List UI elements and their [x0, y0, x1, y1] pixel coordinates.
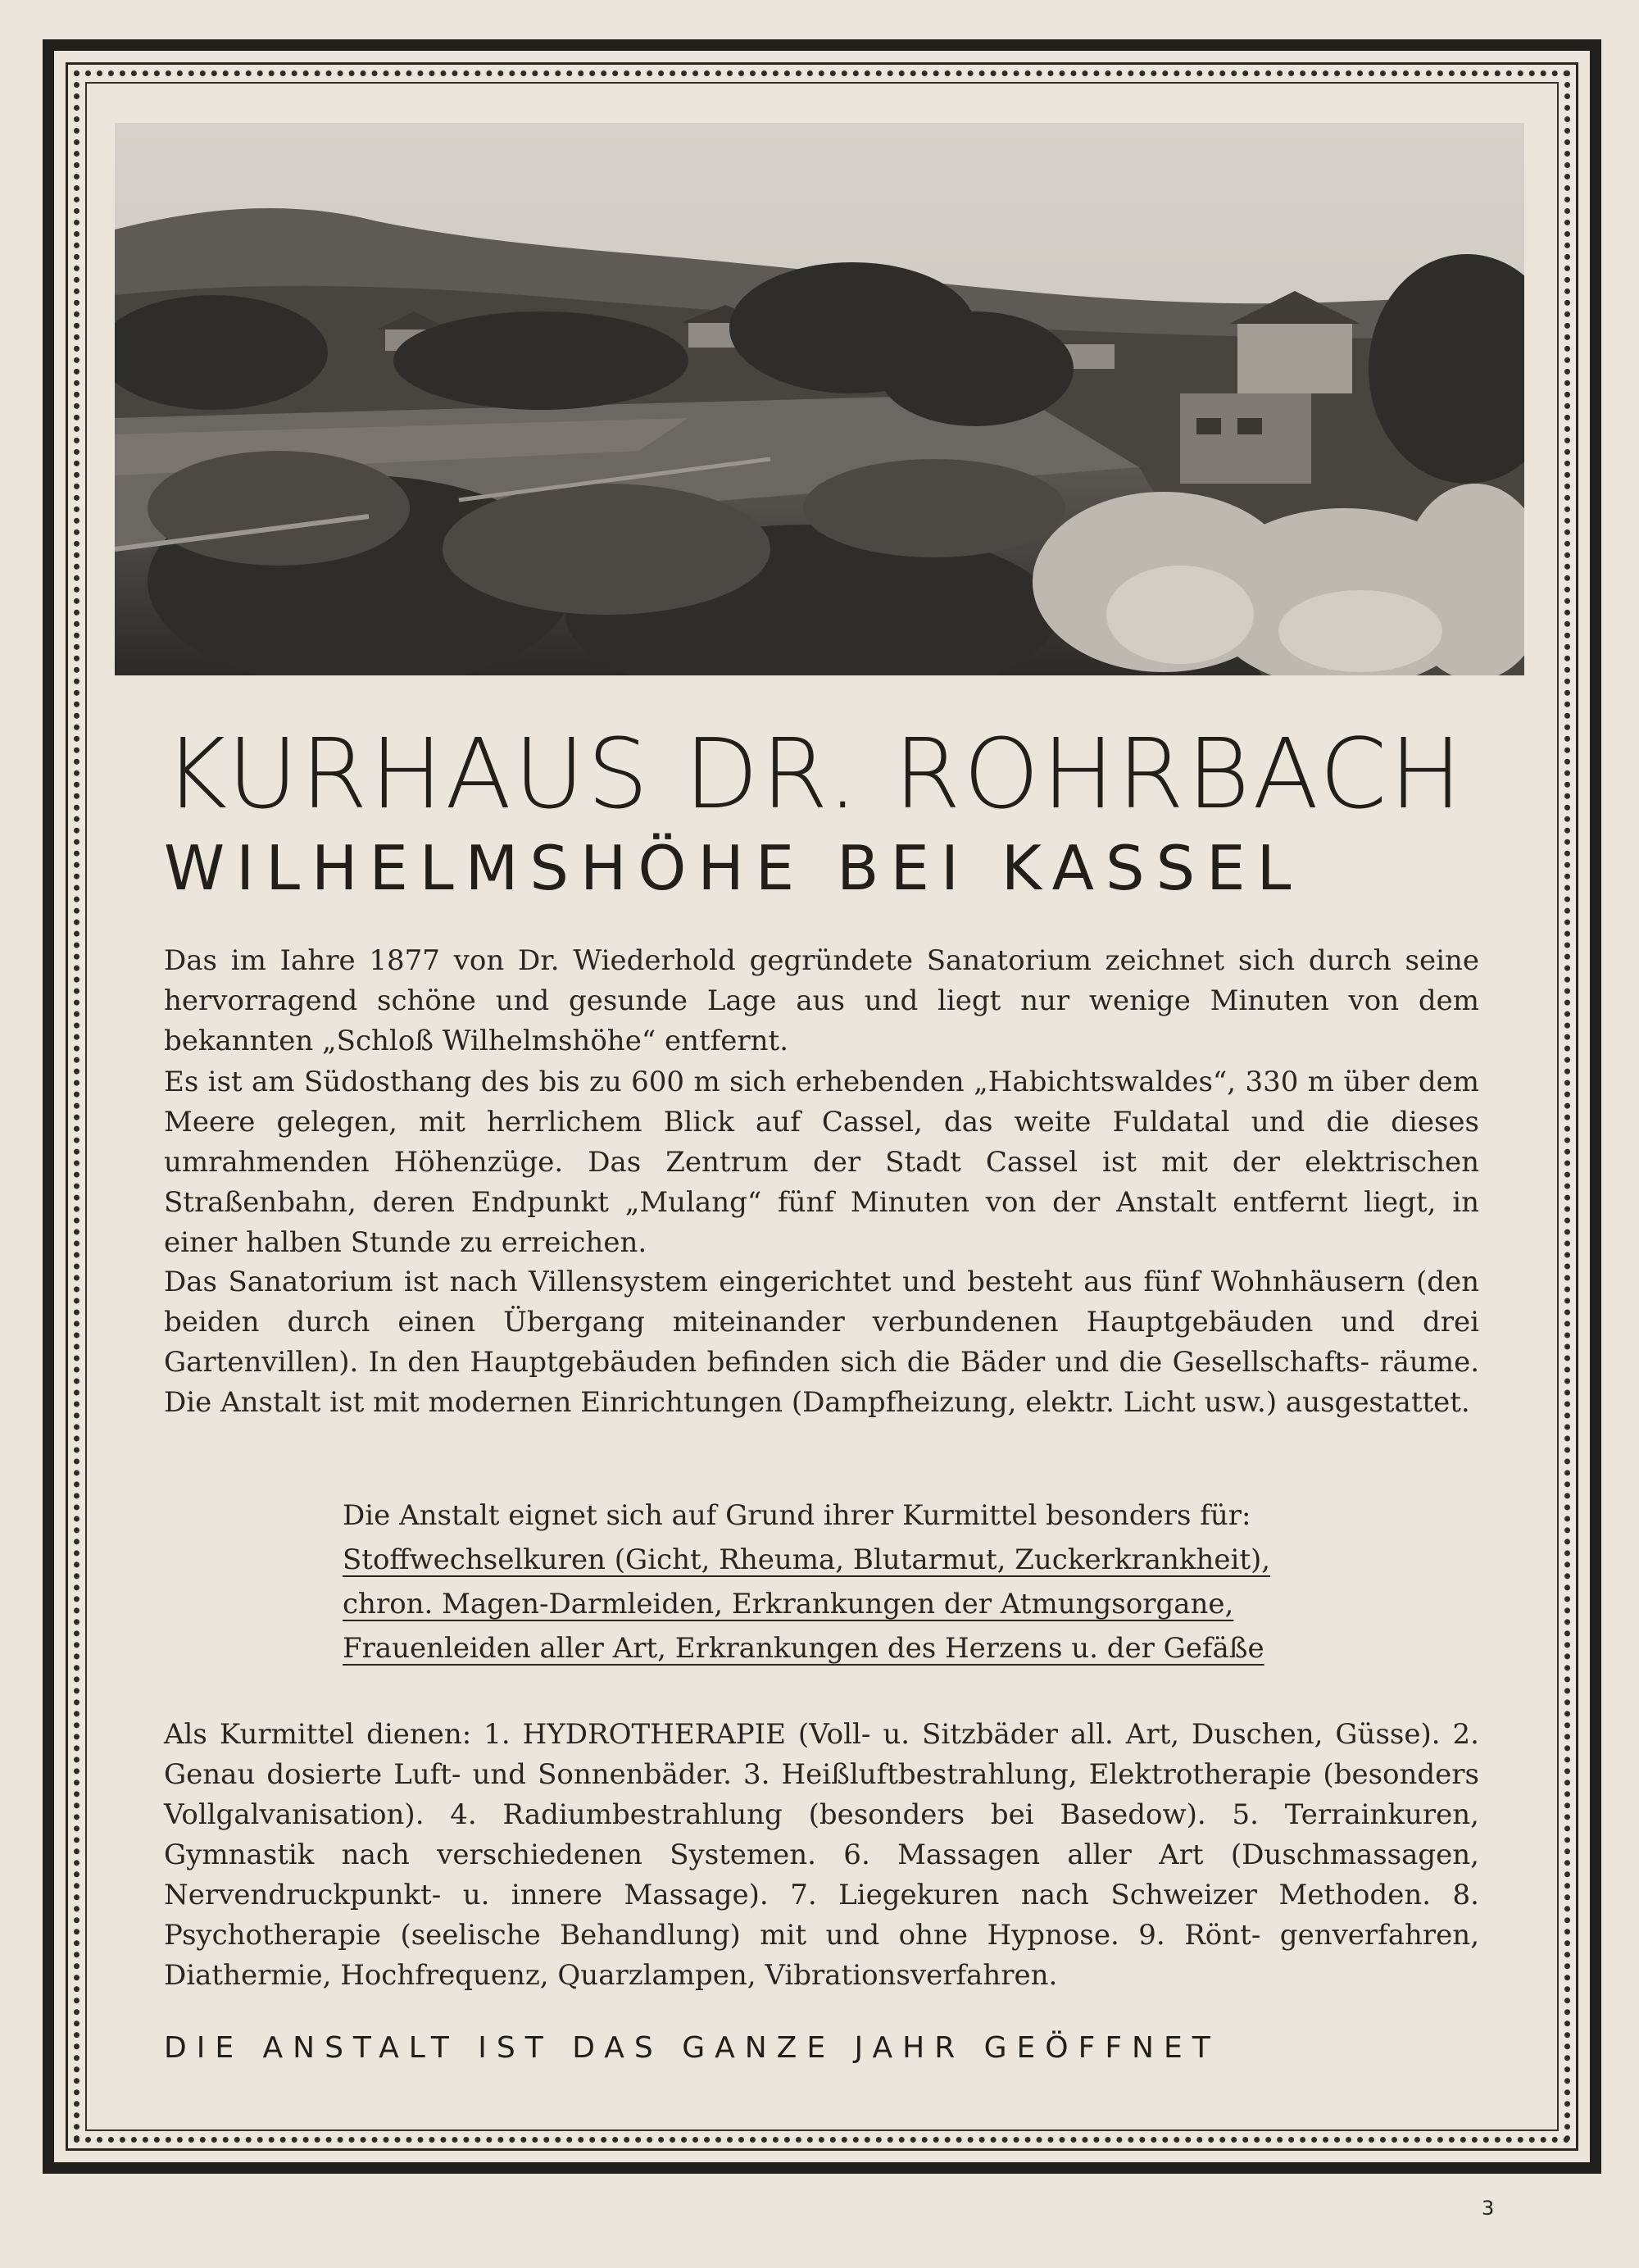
indications-intro: Die Anstalt eignet sich auf Grund ihrer Kurmittel besonders für: [343, 1499, 1251, 1532]
indication-line: Stoffwechselkuren (Gicht, Rheuma, Blutarmut, Zuckerkrankheit), [343, 1543, 1271, 1576]
paragraph-buildings: Das Sanatorium ist nach Villensystem eingerichtet und besteht aus fünf Wohnhäusern (den beiden durch einen Übergang miteinander verbundenen Hauptgebäuden und drei Gartenvillen). In den Hauptgebäuden befinden sich die Bäder und die Gesellschafts- räume. Die Anstalt ist mit modernen Einrichtungen (Dampfheizung, elektr. Licht usw.) ausgestattet. [164, 1266, 1479, 1419]
paragraph-location: Das im Iahre 1877 von Dr. Wiederhold gegründete Sanatorium zeichnet sich durch seine hervorragend schöne und gesunde Lage aus und liegt nur wenige Minuten von dem bekannten „Schloß Wilhelmshöhe“ entfernt. [164, 944, 1479, 1057]
paragraph-situation: Es ist am Südosthang des bis zu 600 m sich erhebenden „Habichtswaldes“, 330 m über dem Meere gelegen, mit herrlichem Blick auf Cassel, das weite Fuldatal und die dieses umrahmenden Höhenzüge. Das Zentrum der Stadt Cassel ist mit der elektrischen Straßenbahn, deren Endpunkt „Mulang“ fünf Minuten von der Anstalt entfernt liegt, in einer halben Stunde zu erreichen. [164, 1066, 1479, 1259]
sanatorium-landscape-photo [115, 123, 1524, 675]
indication-line: chron. Magen-Darmleiden, Erkrankungen der Atmungsorgane, [343, 1588, 1234, 1620]
opening-notice: DIE ANSTALT IST DAS GANZE JAHR GEÖFFNET [164, 2031, 1220, 2065]
paragraph-treatments: Als Kurmittel dienen: 1. HYDROTHERAPIE (Voll- u. Sitzbäder all. Art, Duschen, Güsse). 2. Genau dosierte Luft- und Sonnenbäder. 3. Heißluftbestrahlung, Elektrotherapie (besonders Vollgalvanisation). 4. Radiumbestrahlung (besonders bei Basedow). 5. Terrainkuren, Gymnastik nach verschiedenen Systemen. 6. Massagen aller Art (Duschmassagen, Nervendruckpunkt- u. innere Massage). 7. Liegekuren nach Schweizer Methoden. 8. Psychotherapie (seelische Behandlung) mit und ohne Hypnose. 9. Rönt- genverfahren, Diathermie, Hochfrequenz, Quarzlampen, Vibrationsverfahren. [164, 1718, 1479, 1992]
indication-line: Frauenleiden aller Art, Erkrankungen des Herzens u. der Gefäße [343, 1632, 1264, 1665]
page-number: 3 [1482, 2197, 1495, 2220]
indications-block [343, 1493, 1305, 1670]
page-subtitle: WILHELMSHÖHE BEI KASSEL [164, 832, 1303, 904]
page-title: KURHAUS DR. ROHRBACH [164, 717, 1465, 830]
